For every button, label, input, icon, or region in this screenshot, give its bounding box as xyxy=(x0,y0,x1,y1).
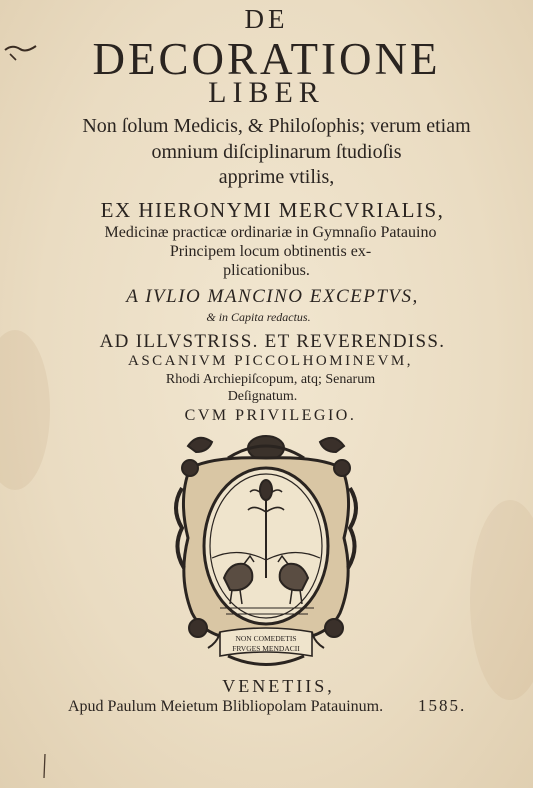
dedication-line-1: AD ILLVSTRISS. ET REVERENDISS. xyxy=(99,331,446,352)
dedication-line-4: Deſignatum. xyxy=(227,389,298,404)
printers-device-emblem xyxy=(168,428,364,673)
imprint-year: 1585. xyxy=(418,696,467,715)
title-de: DE xyxy=(244,4,289,34)
author-description-1: Medicinæ practicæ ordinariæ in Gymnaſio Patauino xyxy=(104,224,437,241)
dedication-line-3: Rhodi Archiepiſcopum, atq; Senarum xyxy=(165,372,376,387)
imprint-city: VENETIIS, xyxy=(222,676,335,696)
author-description-2: Principem locum obtinentis ex- xyxy=(169,243,372,260)
editor-line: A IVLIO MANCINO EXCEPTVS, xyxy=(126,286,419,307)
imprint-publisher: Apud Paulum Meietum Blibliopolam Patauinum. xyxy=(68,698,384,715)
dedication-line-2: ASCANIVM PICCOLHOMINEVM, xyxy=(127,353,413,369)
emblem-motto-1: NON COMEDETIS xyxy=(235,634,297,643)
subtitle-line-3: apprime vtilis, xyxy=(218,166,335,188)
ink-stroke xyxy=(40,752,50,782)
privilege-line: CVM PRIVILEGIO. xyxy=(184,407,357,424)
emblem-motto-2: FRVGES MENDACII xyxy=(232,644,300,653)
author-line: EX HIERONYMI MERCVRIALIS, xyxy=(100,198,445,222)
capita-line: & in Capita redactus. xyxy=(206,310,311,324)
subtitle-line-2: omnium diſciplinarum ſtudioſis xyxy=(151,141,402,163)
title-decoratione: DECORATIONE xyxy=(92,34,441,84)
subtitle-line-1: Non ſolum Medicis, & Philoſophis; verum etiam xyxy=(82,115,471,137)
paper-stain xyxy=(470,500,533,700)
author-description-3: plicationibus. xyxy=(223,262,310,279)
title-liber: LIBER xyxy=(208,76,325,109)
